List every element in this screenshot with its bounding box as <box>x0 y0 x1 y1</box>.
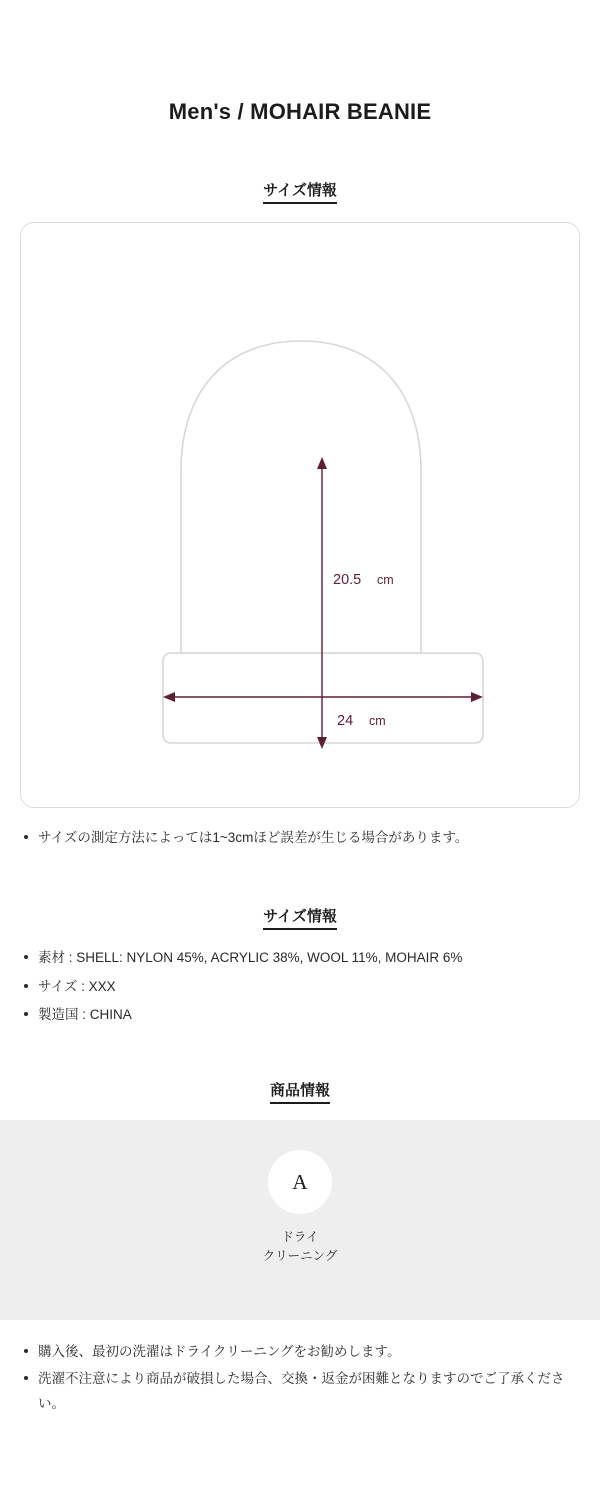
spec-list <box>20 946 580 1027</box>
care-note-list <box>20 1340 580 1417</box>
height-value: 20.5 <box>333 571 362 588</box>
list-item: 購入後、最初の洗濯はドライクリーニングをお勧めします。 <box>20 1340 580 1365</box>
beanie-cuff-outline <box>163 653 483 743</box>
care-label-line2: クリーニング <box>262 1249 338 1264</box>
list-item: サイズ : XXX <box>20 975 580 999</box>
width-unit: cm <box>369 713 386 728</box>
size-info-heading-text: サイズ情報 <box>263 182 337 204</box>
page-title: Men's / MOHAIR BEANIE <box>168 99 432 124</box>
list-item: サイズの測定方法によっては1~3cmほど誤差が生じる場合があります。 <box>20 826 580 850</box>
height-unit: cm <box>377 572 394 587</box>
product-info-heading <box>20 1079 580 1100</box>
care-notes-section <box>0 1340 600 1417</box>
product-info-heading-text: 商品情報 <box>270 1082 330 1104</box>
size-info-heading <box>20 179 580 200</box>
dry-clean-icon <box>268 1150 332 1214</box>
list-item: 素材 : SHELL: NYLON 45%, ACRYLIC 38%, WOOL 11%, MOHAIR 6% <box>20 946 580 970</box>
size-diagram-container <box>20 222 580 808</box>
spec-heading-text: サイズ情報 <box>263 908 337 930</box>
width-label-group <box>331 709 401 729</box>
spec-heading <box>20 905 580 926</box>
list-item: 製造国 : CHINA <box>20 1003 580 1027</box>
beanie-dome-outline <box>181 341 421 653</box>
height-label-group <box>327 568 405 588</box>
height-dimension <box>317 457 327 749</box>
width-dimension <box>163 692 483 702</box>
care-inner <box>0 1150 600 1267</box>
care-instruction-box <box>0 1120 600 1320</box>
care-label <box>0 1228 600 1267</box>
width-value: 24 <box>337 712 354 729</box>
list-item: 洗濯不注意により商品が破損した場合、交換・返金が困難となりますのでご了承ください。 <box>20 1367 580 1417</box>
measurement-note-list <box>20 826 580 850</box>
size-diagram <box>21 223 579 807</box>
care-label-line1: ドライ <box>281 1230 319 1245</box>
dry-clean-symbol: A <box>292 1169 308 1194</box>
product-size-page <box>0 98 600 1100</box>
